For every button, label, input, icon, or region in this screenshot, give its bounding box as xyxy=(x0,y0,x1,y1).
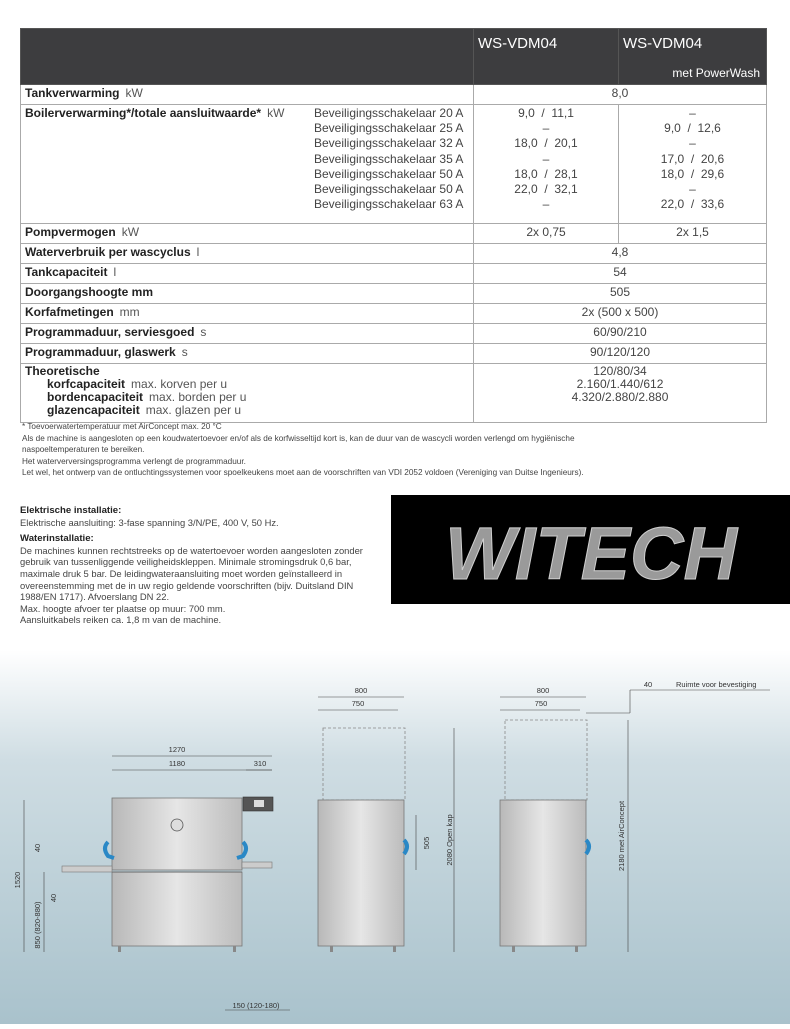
side-width-outer: 800 xyxy=(354,686,368,695)
front-view xyxy=(13,745,290,1010)
front-height-total: 1520 xyxy=(13,871,22,889)
side2-gap: 40 xyxy=(643,680,653,689)
side2-width-inner: 750 xyxy=(534,699,548,708)
breaker-list: Beveiligingsschakelaar 20 A Beveiligingsschakelaar 25 A Beveiligingsschakelaar 32 A Beveiligingsschakelaar 35 A Beveiligingsschakelaar 50 A Beveiligingsschakelaar 50 A Beveiligingsschakelaar 63 A xyxy=(314,106,464,212)
installation-text: Elektrische installatie: Elektrische aansluiting: 3-fase spanning 3/N/PE, 400 V, 50 Hz. Waterinstallatie: De machines kunnen rechtstreeks op de watertoevoer worden aangesloten zonder gebruik van tussenliggende veiligheidskleppen. Minimale stromingsdruk 0,6 bar, maximale druk 5 bar. De leidingwateraansluiting moet worden geïnstalleerd in overeenstemming met de in uw regio geldende voorschriften (bijv. Duitsland DIN 1988/EN 1717). Afvoerslang DN 22. Max. hoogte afvoer ter plaatse op muur: 700 mm. Aansluitkabels reiken ca. 1,8 m van de machine. xyxy=(20,505,385,626)
table-row: Korfafmetingen mm 2x (500 x 500) xyxy=(21,304,767,324)
side-view xyxy=(318,686,454,952)
table-row: Programmaduur, glaswerk s 90/120/120 xyxy=(21,344,767,364)
table-row: Pompvermogen kW 2x 0,75 2x 1,5 xyxy=(21,224,767,244)
model-header-1: WS-VDM04 xyxy=(474,29,619,85)
capacity-values: 120/80/34 2.160/1.440/612 4.320/2.880/2.880 xyxy=(474,364,767,423)
front-height-table: 850 (820-880) xyxy=(33,901,42,949)
side2-height-total: 2180 met AirConcept xyxy=(617,800,626,872)
table-row: Boilerverwarming*/totale aansluitwaarde* kW Beveiligingsschakelaar 20 A Beveiligingsschakelaar 25 A Beveiligingsschakelaar 32 A Beveiligingsschakelaar 35 A Beveiligingsschakelaar 50 A Beveiligingsschakelaar 50 A Beveiligingsschakelaar 63 A 9,0 / 11,1 – 18,0 / 20,1 – 18,0 / 28,1 22,0 / 32,1 – – 9,0 / 12,6 – 17,0 / 20,6 18,0 / 29,6 – 22,0 / 33,6 xyxy=(21,105,767,224)
table-row: Tankverwarming kW 8,0 xyxy=(21,85,767,105)
table-row: Waterverbruik per wascyclus l 4,8 xyxy=(21,244,767,264)
front-height-40a: 40 xyxy=(33,843,42,853)
spec-table xyxy=(20,28,767,423)
table-row: Tankcapaciteit l 54 xyxy=(21,264,767,284)
svg-text:WITECH: WITECH xyxy=(445,512,737,595)
footnotes: * Toevoerwatertemperatuur met AirConcept max. 20 °C Als de machine is aangesloten op een koudwatertoevoer en/of als de korfwisseltijd kort is, kan de duur van de wascycli worden verlengd om hygiënische naspoeltemperaturen te bereiken. Het waterverversingsprogramma verlengt de programmaduur. Let wel, het ontwerp van de ontluchtingssystemen voor spoelkeukens moet aan de voorschriften van VDI 2052 voldoen (Vereniging van Duitse Ingenieurs). xyxy=(22,422,584,477)
electrical-title: Elektrische installatie: xyxy=(20,505,122,516)
model-header-2: WS-VDM04 met PowerWash xyxy=(619,29,767,85)
boiler-values-2: – 9,0 / 12,6 – 17,0 / 20,6 18,0 / 29,6 – 22,0 / 33,6 xyxy=(619,105,767,224)
front-height-40b: 40 xyxy=(49,893,58,903)
front-width-side: 310 xyxy=(253,759,267,768)
table-header xyxy=(21,29,767,85)
side-height-open: 505 xyxy=(422,836,431,850)
model-subtitle: met PowerWash xyxy=(672,66,760,80)
side-view-airconcept xyxy=(500,680,770,952)
technical-drawings xyxy=(0,650,790,1024)
front-width-total: 1270 xyxy=(168,745,186,754)
witech-logo xyxy=(391,495,790,604)
side-height-hood: 2080 Open kap xyxy=(445,814,454,866)
side2-gap-label: Ruimte voor bevestiging xyxy=(676,680,757,689)
water-title: Waterinstallatie: xyxy=(20,533,94,545)
table-row: Doorgangshoogte mm 505 xyxy=(21,284,767,304)
table-row: Theoretische korfcapaciteit max. korven per u bordencapaciteit max. borden per u glazencapaciteit max. glazen per u 120/80/34 2.160/1.440/612 4.320/2.880/2.880 xyxy=(21,364,767,423)
boiler-values-1: 9,0 / 11,1 – 18,0 / 20,1 – 18,0 / 28,1 22,0 / 32,1 – xyxy=(474,105,619,224)
side-width-inner: 750 xyxy=(351,699,365,708)
front-foot-dim: 150 (120-180) xyxy=(232,1001,280,1010)
side2-width-outer: 800 xyxy=(536,686,550,695)
front-width-inner: 1180 xyxy=(168,759,186,768)
table-row: Programmaduur, serviesgoed s 60/90/210 xyxy=(21,324,767,344)
